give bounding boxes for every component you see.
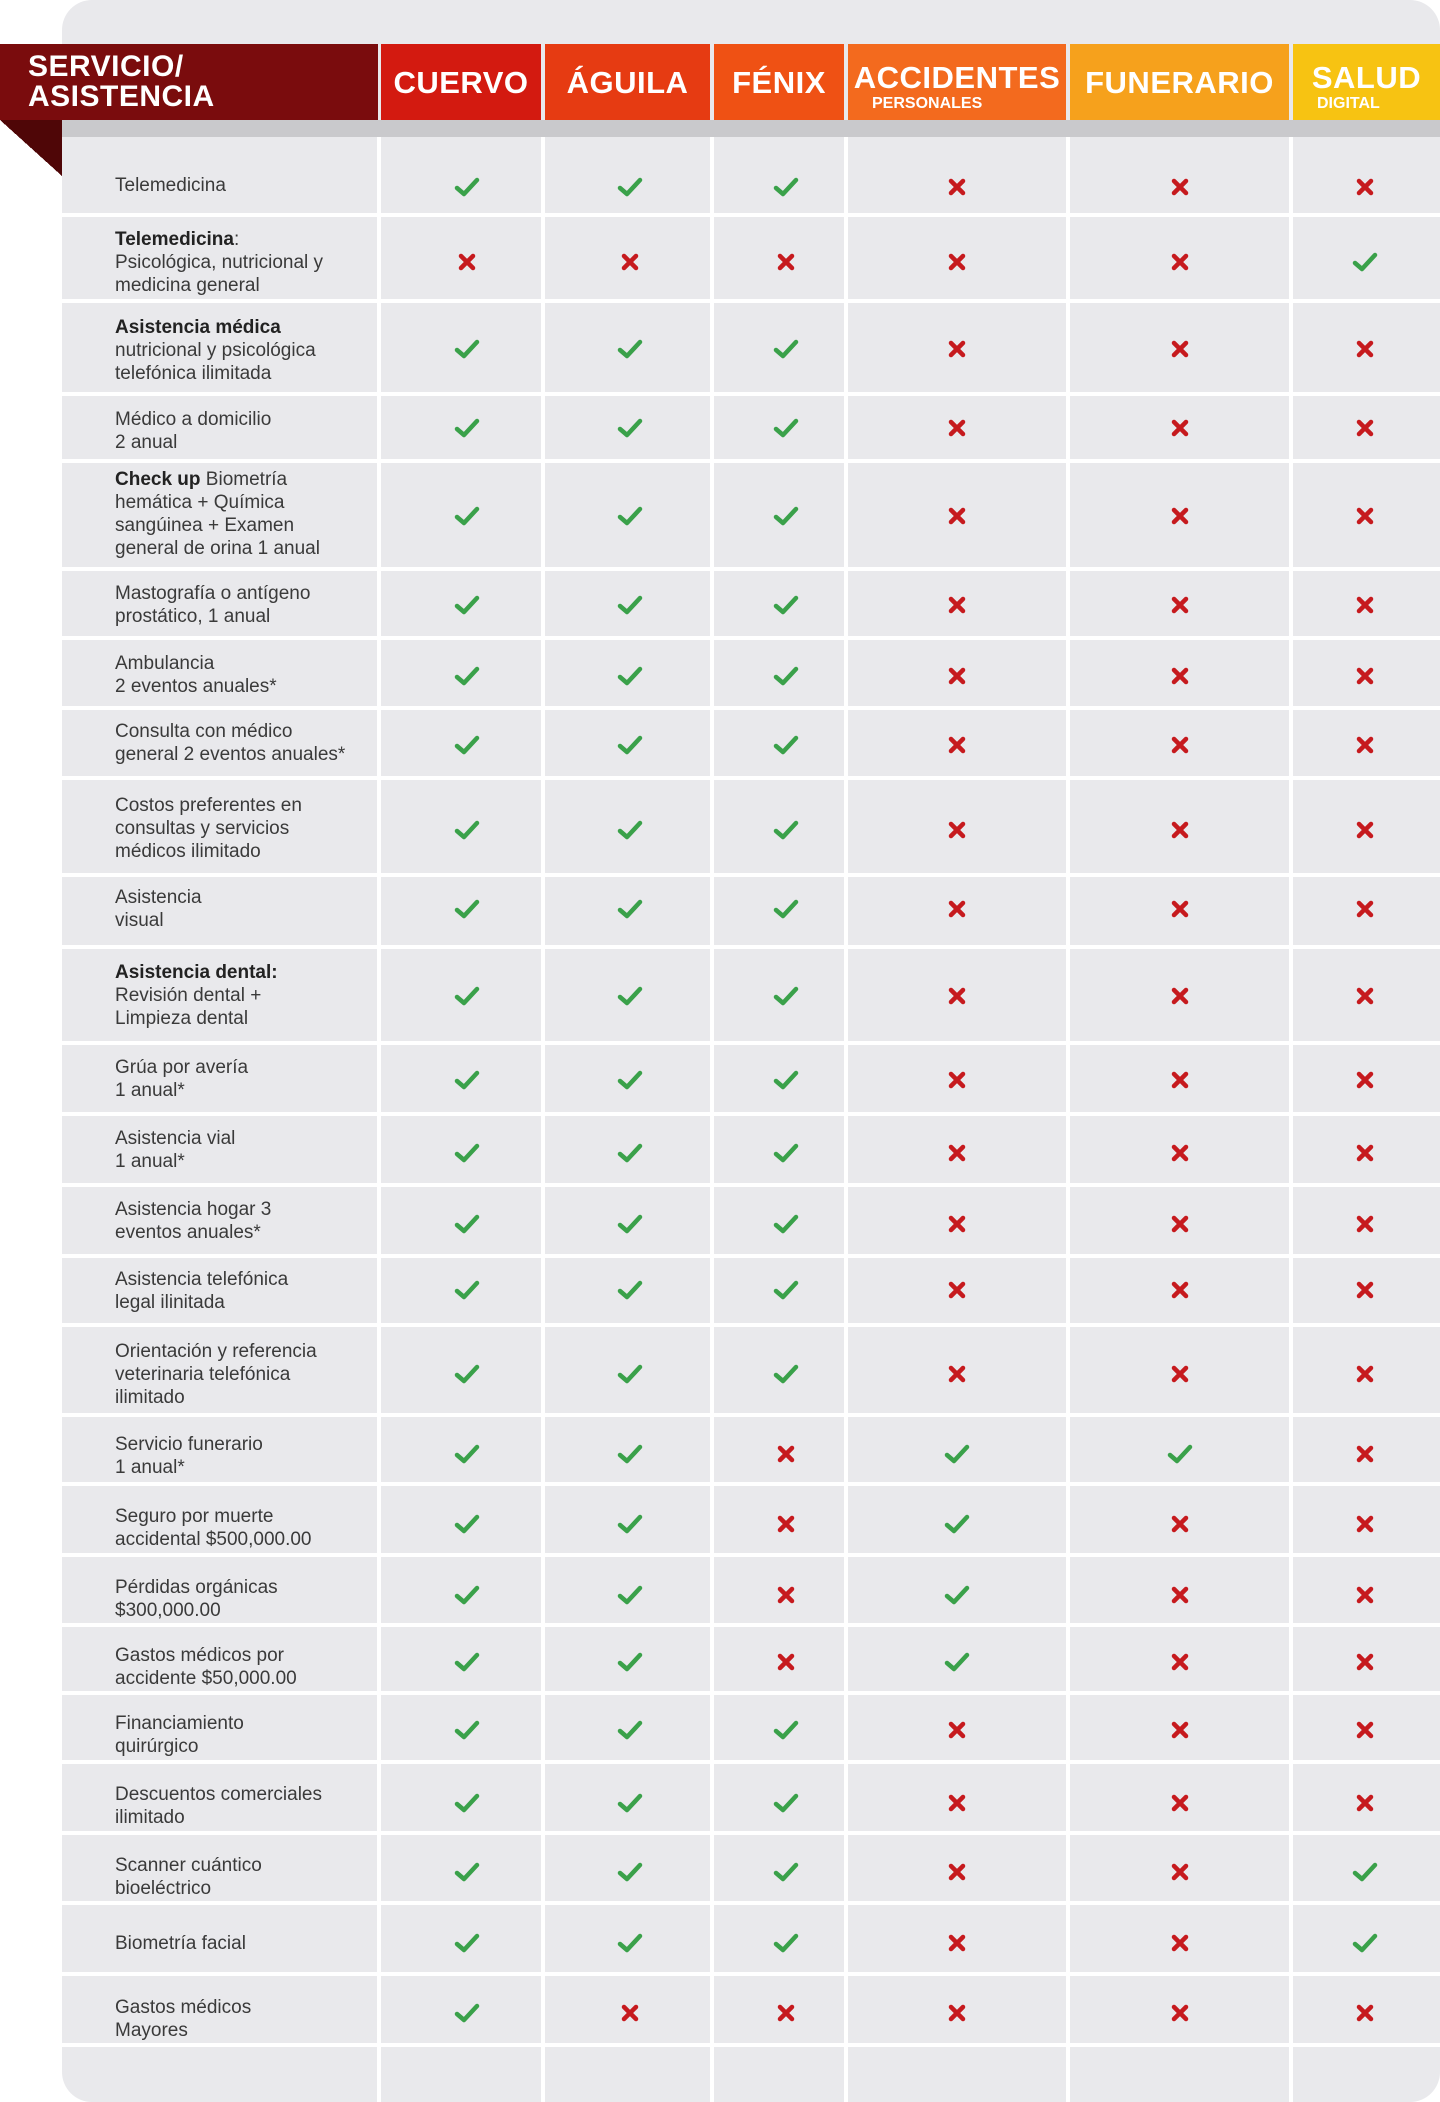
cross-icon <box>944 1140 970 1166</box>
service-label-text: : Psicológica, nutricional y medicina general <box>115 229 324 296</box>
check-icon <box>773 1211 799 1237</box>
cross-icon <box>1352 592 1378 618</box>
cross-icon <box>773 1441 799 1467</box>
cross-icon <box>1167 2000 1193 2026</box>
cross-icon <box>617 2000 643 2026</box>
row-divider <box>62 1831 1440 1835</box>
check-icon <box>617 1717 643 1743</box>
check-icon <box>944 1649 970 1675</box>
plan-subtitle: DIGITAL <box>1317 95 1380 112</box>
check-icon <box>1352 1859 1378 1885</box>
check-icon <box>617 663 643 689</box>
row-divider <box>62 1112 1440 1116</box>
service-label-text: Biometría facial <box>115 1933 246 1954</box>
column-divider <box>1289 137 1293 2102</box>
cross-icon <box>1352 1582 1378 1608</box>
service-label-text: Costos preferentes en consultas y servicios médicos ilimitado <box>115 795 302 862</box>
check-icon <box>454 983 480 1009</box>
row-divider <box>62 1760 1440 1764</box>
check-icon <box>617 1441 643 1467</box>
plan-name: SALUD <box>1311 60 1422 95</box>
check-icon <box>773 817 799 843</box>
cross-icon <box>773 1511 799 1537</box>
cross-icon <box>1352 1211 1378 1237</box>
service-label-text: Asistencia hogar 3 eventos anuales* <box>115 1199 272 1243</box>
check-icon <box>454 896 480 922</box>
check-icon <box>617 1511 643 1537</box>
cross-icon <box>1167 1859 1193 1885</box>
service-label-text: Scanner cuántico bioeléctrico <box>115 1855 262 1899</box>
service-label <box>115 794 302 863</box>
row-divider <box>62 776 1440 780</box>
service-label-text: Seguro por muerte accidental $500,000.00 <box>115 1506 312 1550</box>
check-icon <box>454 503 480 529</box>
cross-icon <box>1352 1277 1378 1303</box>
cross-icon <box>1167 174 1193 200</box>
cross-icon <box>944 817 970 843</box>
row-divider <box>62 1553 1440 1557</box>
cross-icon <box>1352 2000 1378 2026</box>
service-label <box>115 720 345 766</box>
cross-icon <box>1352 732 1378 758</box>
service-label <box>115 468 320 560</box>
service-label-bold: Asistencia dental: <box>115 962 278 983</box>
cross-icon <box>944 1859 970 1885</box>
cross-icon <box>1352 817 1378 843</box>
row-divider <box>62 636 1440 640</box>
cross-icon <box>1167 1067 1193 1093</box>
cross-icon <box>944 732 970 758</box>
cross-icon <box>944 983 970 1009</box>
cross-icon <box>1352 415 1378 441</box>
check-icon <box>454 1067 480 1093</box>
cross-icon <box>454 249 480 275</box>
service-label <box>115 961 278 1030</box>
check-icon <box>773 336 799 362</box>
check-icon <box>773 415 799 441</box>
service-label <box>115 1268 288 1314</box>
check-icon <box>617 896 643 922</box>
cross-icon <box>944 592 970 618</box>
service-label-text: Asistencia visual <box>115 887 202 931</box>
check-icon <box>454 732 480 758</box>
cross-icon <box>944 174 970 200</box>
check-icon <box>454 592 480 618</box>
service-label-text: Asistencia telefónica legal ilinitada <box>115 1269 289 1313</box>
check-icon <box>773 503 799 529</box>
cross-icon <box>1167 983 1193 1009</box>
service-label <box>115 1996 251 2042</box>
service-label <box>115 1340 317 1409</box>
cross-icon <box>1167 249 1193 275</box>
cross-icon <box>1352 1067 1378 1093</box>
service-label-text: Consulta con médico general 2 eventos anuales* <box>115 721 346 765</box>
check-icon <box>617 817 643 843</box>
cross-icon <box>773 249 799 275</box>
cross-icon <box>1167 592 1193 618</box>
plan-header-3 <box>848 44 1066 120</box>
row-divider <box>62 1254 1440 1258</box>
check-icon <box>454 1717 480 1743</box>
row-divider <box>62 1041 1440 1045</box>
service-label-bold: Check up <box>115 469 201 490</box>
row-divider <box>62 706 1440 710</box>
check-icon <box>454 1649 480 1675</box>
check-icon <box>454 1790 480 1816</box>
check-icon <box>454 1511 480 1537</box>
check-icon <box>773 896 799 922</box>
service-label <box>115 1712 244 1758</box>
cross-icon <box>944 1211 970 1237</box>
check-icon <box>617 1859 643 1885</box>
cross-icon <box>944 249 970 275</box>
check-icon <box>1167 1441 1193 1467</box>
service-label-text: Revisión dental + Limpieza dental <box>115 985 262 1029</box>
cross-icon <box>1167 1277 1193 1303</box>
service-label <box>115 316 316 385</box>
check-icon <box>617 1277 643 1303</box>
service-label-text: Médico a domicilio 2 anual <box>115 409 272 453</box>
check-icon <box>617 1067 643 1093</box>
cross-icon <box>1167 1582 1193 1608</box>
check-icon <box>454 1140 480 1166</box>
service-label <box>115 1576 278 1622</box>
cross-icon <box>1167 732 1193 758</box>
cross-icon <box>1352 1441 1378 1467</box>
plan-header-5 <box>1293 44 1440 120</box>
cross-icon <box>1352 1790 1378 1816</box>
service-label-text: Grúa por avería 1 anual* <box>115 1057 249 1101</box>
check-icon <box>944 1511 970 1537</box>
cross-icon <box>1167 1649 1193 1675</box>
check-icon <box>773 983 799 1009</box>
cross-icon <box>1352 174 1378 200</box>
cross-icon <box>944 1361 970 1387</box>
cross-icon <box>1352 503 1378 529</box>
service-label-text: Orientación y referencia veterinaria telefónica ilimitado <box>115 1341 317 1408</box>
cross-icon <box>944 1717 970 1743</box>
plan-name: ACCIDENTES <box>853 60 1061 95</box>
check-icon <box>773 663 799 689</box>
check-icon <box>773 1790 799 1816</box>
check-icon <box>454 174 480 200</box>
check-icon <box>617 1790 643 1816</box>
plan-header-4 <box>1070 44 1289 120</box>
service-label-text: Biometría hemática + Química sangúinea + Examen general de orina 1 anual <box>115 469 320 559</box>
cross-icon <box>1352 896 1378 922</box>
check-icon <box>773 592 799 618</box>
check-icon <box>454 1361 480 1387</box>
check-icon <box>617 1140 643 1166</box>
check-icon <box>773 174 799 200</box>
service-label <box>115 652 277 698</box>
cross-icon <box>773 2000 799 2026</box>
cross-icon <box>1352 1361 1378 1387</box>
service-label <box>115 228 323 297</box>
cross-icon <box>1167 1717 1193 1743</box>
service-label-text: Mastografía o antígeno prostático, 1 anual <box>115 583 311 627</box>
plan-header-0 <box>381 44 541 120</box>
service-label <box>115 1505 312 1551</box>
check-icon <box>773 1140 799 1166</box>
service-label <box>115 1127 235 1173</box>
service-label <box>115 1433 263 1479</box>
cross-icon <box>1352 1649 1378 1675</box>
column-divider <box>377 137 381 2102</box>
check-icon <box>773 1717 799 1743</box>
check-icon <box>617 503 643 529</box>
row-divider <box>62 299 1440 303</box>
row-divider <box>62 2043 1440 2047</box>
row-divider <box>62 873 1440 877</box>
service-label-text: Asistencia vial 1 anual* <box>115 1128 236 1172</box>
service-label <box>115 1056 248 1102</box>
service-label-text: Pérdidas orgánicas $300,000.00 <box>115 1577 278 1621</box>
cross-icon <box>944 896 970 922</box>
service-label <box>115 408 271 454</box>
cross-icon <box>944 415 970 441</box>
plan-name: FÉNIX <box>732 64 826 100</box>
check-icon <box>454 336 480 362</box>
plan-name: ÁGUILA <box>566 64 689 100</box>
cross-icon <box>1167 817 1193 843</box>
check-icon <box>454 663 480 689</box>
row-divider <box>62 945 1440 949</box>
cross-icon <box>944 663 970 689</box>
cross-icon <box>1167 1790 1193 1816</box>
cross-icon <box>1167 1140 1193 1166</box>
check-icon <box>617 1361 643 1387</box>
service-label-text: Financiamiento quirúrgico <box>115 1713 244 1757</box>
cross-icon <box>1167 1511 1193 1537</box>
cross-icon <box>773 1582 799 1608</box>
plan-header-1 <box>545 44 710 120</box>
service-label-text: Descuentos comerciales ilimitado <box>115 1784 322 1828</box>
check-icon <box>454 415 480 441</box>
plan-name: FUNERARIO <box>1085 64 1274 100</box>
check-icon <box>617 1649 643 1675</box>
check-icon <box>773 1361 799 1387</box>
check-icon <box>773 1859 799 1885</box>
row-divider <box>62 1901 1440 1905</box>
row-divider <box>62 1972 1440 1976</box>
row-divider <box>62 1623 1440 1627</box>
cross-icon <box>944 503 970 529</box>
check-icon <box>454 1859 480 1885</box>
cross-icon <box>1167 1361 1193 1387</box>
cross-icon <box>944 336 970 362</box>
service-label <box>115 174 226 197</box>
service-label-text: Servicio funerario 1 anual* <box>115 1434 263 1478</box>
cross-icon <box>1167 896 1193 922</box>
cross-icon <box>1352 663 1378 689</box>
row-divider <box>62 392 1440 396</box>
check-icon <box>944 1441 970 1467</box>
service-label-text: Gastos médicos Mayores <box>115 1997 252 2041</box>
check-icon <box>454 1277 480 1303</box>
row-divider <box>62 213 1440 217</box>
column-divider <box>1066 137 1070 2102</box>
check-icon <box>617 983 643 1009</box>
row-divider <box>62 1482 1440 1486</box>
plan-name: CUERVO <box>393 64 529 100</box>
row-divider <box>62 1413 1440 1417</box>
check-icon <box>617 415 643 441</box>
plan-subtitle: PERSONALES <box>872 95 983 112</box>
check-icon <box>617 1930 643 1956</box>
column-divider <box>844 137 848 2102</box>
check-icon <box>773 1930 799 1956</box>
cross-icon <box>1167 663 1193 689</box>
row-divider <box>62 567 1440 571</box>
check-icon <box>454 1441 480 1467</box>
cross-icon <box>1352 1140 1378 1166</box>
cross-icon <box>1352 1717 1378 1743</box>
service-label-bold: Asistencia médica <box>115 317 281 338</box>
check-icon <box>617 1211 643 1237</box>
service-label-text: Gastos médicos por accidente $50,000.00 <box>115 1645 297 1689</box>
service-label <box>115 582 310 628</box>
check-icon <box>617 174 643 200</box>
check-icon <box>1352 1930 1378 1956</box>
service-label <box>115 1932 246 1955</box>
cross-icon <box>944 2000 970 2026</box>
service-label-text: Telemedicina <box>115 175 226 196</box>
service-label <box>115 1644 297 1690</box>
check-icon <box>454 2000 480 2026</box>
cross-icon <box>1352 336 1378 362</box>
cross-icon <box>617 249 643 275</box>
cross-icon <box>773 1649 799 1675</box>
row-divider <box>62 1691 1440 1695</box>
check-icon <box>454 1930 480 1956</box>
check-icon <box>617 336 643 362</box>
cross-icon <box>1167 1211 1193 1237</box>
service-label <box>115 1783 322 1829</box>
check-icon <box>773 1277 799 1303</box>
check-icon <box>773 1067 799 1093</box>
cross-icon <box>1167 503 1193 529</box>
row-divider <box>62 459 1440 463</box>
check-icon <box>1352 249 1378 275</box>
cross-icon <box>1167 336 1193 362</box>
check-icon <box>617 592 643 618</box>
service-label <box>115 1198 271 1244</box>
cross-icon <box>1352 983 1378 1009</box>
service-label <box>115 886 202 932</box>
row-divider <box>62 1183 1440 1187</box>
header-ribbon-fold <box>0 120 62 176</box>
plan-header-2 <box>714 44 844 120</box>
column-divider <box>710 137 714 2102</box>
cross-icon <box>944 1930 970 1956</box>
service-column-header <box>0 44 378 120</box>
cross-icon <box>1167 415 1193 441</box>
cross-icon <box>944 1277 970 1303</box>
check-icon <box>454 1582 480 1608</box>
column-divider <box>541 137 545 2102</box>
row-divider <box>62 1323 1440 1327</box>
service-label-bold: Telemedicina <box>115 229 234 250</box>
service-label-text: nutricional y psicológica telefónica ilimitada <box>115 340 316 384</box>
check-icon <box>454 1211 480 1237</box>
cross-icon <box>944 1067 970 1093</box>
service-header-label: SERVICIO/ ASISTENCIA <box>28 50 215 113</box>
check-icon <box>617 732 643 758</box>
service-label-text: Ambulancia 2 eventos anuales* <box>115 653 277 697</box>
check-icon <box>617 1582 643 1608</box>
cross-icon <box>1167 1930 1193 1956</box>
service-label <box>115 1854 262 1900</box>
check-icon <box>454 817 480 843</box>
cross-icon <box>944 1790 970 1816</box>
check-icon <box>944 1582 970 1608</box>
header-shadow-bar <box>62 120 1440 137</box>
check-icon <box>773 732 799 758</box>
cross-icon <box>1352 1511 1378 1537</box>
